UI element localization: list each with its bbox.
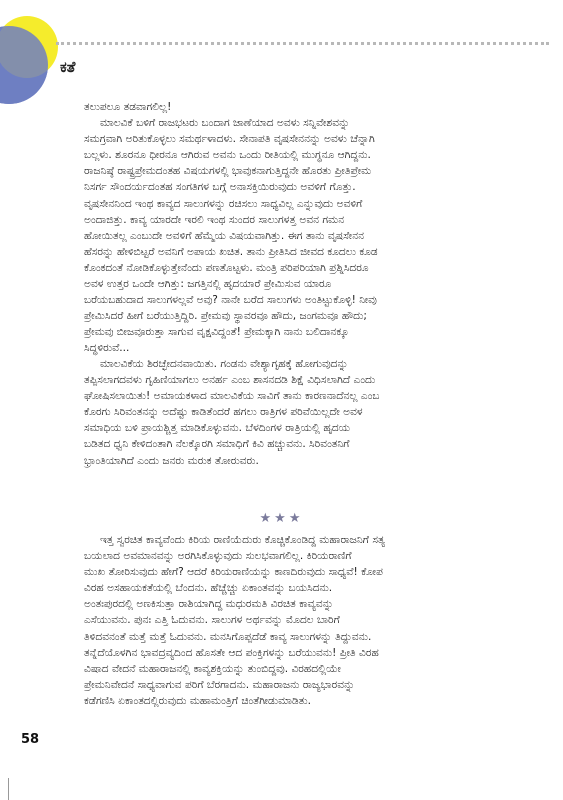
text-line: ಸಿದ್ಧಳಿರುವೆ... [84, 342, 130, 355]
text-line: ತನ್ನೆದೆಯೊಳಗಿನ ಭಾವದ್ರವ್ಯದಿಂದ ಹೊಸತೇ ಆದ ಪಂಕ್ತಿಗಳನ್ನು ಬರೆಯುವನು! ಪ್ರೀತಿ ವಿರಹ [84, 646, 379, 659]
text-line: ವಿರಹ ಅಸಹಾಯಕತೆಯಲ್ಲಿ ಬೆಂದನು. ಹೆಚ್ಚೆಚ್ಚು ಏಕಾಂತವನ್ನು ಬಯಸಿದನು. [84, 582, 333, 595]
text-line: ತಿಳಿದವನಂತೆ ಮತ್ತೆ ಮತ್ತೆ ಓದುವನು. ಮನಸಿಗೊಪ್ಪದೆಡೆ ಕಾವ್ಯ ಸಾಲುಗಳನ್ನು ತಿದ್ದುವನು. [84, 630, 372, 643]
text-line: ಪ್ರೇಮಿಸಿದರೆ ಹೀಗೆ ಬರೆಯುತ್ತಿದ್ದಿರಿ. ಪ್ರೇಮವು ಸ್ಥಾವರವೂ ಹೌದು, ಜಂಗಮವೂ ಹೌದು; [84, 310, 367, 323]
text-line: ವೃಷಸೇನನಿಂದ ಇಂಥ ಕಾವ್ಯದ ಸಾಲುಗಳನ್ನು ರಚಿಸಲು ಸಾಧ್ಯವಿಲ್ಲ ಎನ್ನುವುದು ಅವಳಿಗೆ [84, 197, 363, 210]
text-line: ಅಂತಃಪುರದಲ್ಲಿ ಅಣಕಿಸುತ್ತಾ ರಾಶಿಯಾಗಿದ್ದ ಮಧುರಮತಿ ವಿರಚಿತ ಕಾವ್ಯವನ್ನು [84, 598, 334, 611]
text-line: ಇತ್ತ ಸ್ವರಚಿತ ಕಾವ್ಯವೆಂದು ಕಿರಿಯ ರಾಣಿಯೆದುರು ಕೊಚ್ಚಿಕೊಂಡಿದ್ದ ಮಹಾರಾಜನಿಗೆ ಸತ್ಯ [100, 534, 386, 546]
text-line: ತಪ್ಪಿಸಲಾಗದವಳು ಗೃಹಿಣಿಯಾಗಲು ಅನರ್ಹ ಎಂಬ ಶಾಸನದಡಿ ಶಿಕ್ಷೆ ವಿಧಿಸಲಾಗಿದೆ ಎಂದು [84, 374, 376, 387]
text-line: ಘೋಷಿಸಲಾಯಿತು! ಅಮಾಯಕಳಾದ ಮಾಲವಿಕೆಯ ಸಾವಿಗೆ ತಾನು ಕಾರಣನಾದೆನಲ್ಲ ಎಂಬ [84, 390, 380, 403]
section-divider-stars: ★★★ [259, 511, 304, 526]
text-line: ಸಮಗ್ರವಾಗಿ ಅರಿತುಕೊಳ್ಳಲು ಸಮರ್ಥಳಾದಳು. ಸೇನಾಪತಿ ವೃಷಸೇನನನ್ನು ಅವಳು ಚೆನ್ನಾಗಿ [84, 133, 375, 146]
text-line: ತಲುಪಲೂ ತಡವಾಗಲಿಲ್ಲ! [84, 101, 172, 113]
text-line: ಮಾಲವಿಕೆ ಬಳಿಗೆ ರಾಜಭಟರು ಬಂದಾಗ ಜಾಣೆಯಾದ ಅವಳು ಸನ್ನಿವೇಶವನ್ನು [100, 117, 350, 130]
text-line: ಅವಳ ಉತ್ತರ ಒಂದೇ ಆಗಿತ್ತು: ಜಗತ್ತಿನಲ್ಲಿ ಹೃದಯಾರೆ ಪ್ರೇಮಿಸುವ ಯಾರೂ [84, 278, 332, 291]
text-line: ಹೆಸರನ್ನು ಹೇಳಿಬಿಟ್ಟರೆ ಅವನಿಗೆ ಅಪಾಯ ಖಚಿತ. ತಾನು ಪ್ರೀತಿಸಿದ ಜೀವದ ಕೂದಲು ಕೂಡ [84, 245, 378, 258]
text-line: ಬರೆಯಬಹುದಾದ ಸಾಲುಗಳಲ್ಲವೆ ಅವು? ನಾನೇ ಬರೆದ ಸಾಲುಗಳು ಅಂತಿಟ್ಟುಕೊಳ್ಳಿ! ನೀವು [84, 294, 377, 307]
text-line: ಭ್ರಾಂತಿಯಾಗಿದೆ ಎಂದು ಜನರು ಮರುಕ ತೋರುವರು. [84, 454, 259, 467]
paragraph-3 [84, 532, 518, 709]
text-line: ಸಮಾಧಿಯ ಬಳಿ ಪ್ರಾಯಶ್ಚಿತ್ತ ಮಾಡಿಕೊಳ್ಳುವನು. ಬೆಳದಿಂಗಳ ರಾತ್ರಿಯಲ್ಲಿ ಹೃದಯ [84, 422, 351, 435]
crop-mark [8, 778, 9, 800]
text-line: ರಾಜನಿಷ್ಠೆ ರಾಷ್ಟ್ರಪ್ರೇಮದಂತಹ ವಿಷಯಗಳಲ್ಲಿ ಭಾವುಕನಾಗುತ್ತಿದ್ದನೇ ಹೊರತು ಪ್ರೀತಿಪ್ರೇಮ [84, 165, 372, 178]
text-line: ಕೊಂಕದಂತೆ ನೋಡಿಕೊಳ್ಳುತ್ತೇನೆಂದು ಪಣತೊಟ್ಟಳು. ಮಂತ್ರಿ ಪರಿಪರಿಯಾಗಿ ಪ್ರಶ್ನಿಸಿದರೂ [84, 261, 369, 274]
text-line: ನಿಸರ್ಗ ಸೌಂದರ್ಯದಂತಹ ಸಂಗತಿಗಳ ಬಗ್ಗೆ ಅನಾಸಕ್ತಿಯಿರುವುದು ಅವಳಿಗೆ ಗೊತ್ತು. [84, 181, 356, 194]
paragraph-2 [84, 356, 518, 469]
text-line: ಬಯಲಾದ ಅವಮಾನವನ್ನು ಅರಗಿಸಿಕೊಳ್ಳುವುದು ಸುಲಭವಾಗಲಿಲ್ಲ. ಕಿರಿಯರಾಣಿಗೆ [84, 550, 352, 563]
text-line: ಮುಖ ತೋರಿಸುವುದು ಹೇಗೆ? ಆದರೆ ಕಿರಿಯರಾಣಿಯನ್ನು ಕಾಣದಿರುವುದು ಸಾಧ್ಯವೆ! ಕೋಪ [84, 566, 383, 579]
text-line: ಕೊರಗು ಸಿರಿವಂತನನ್ನು ಅದೆಷ್ಟು ಕಾಡಿತೆಂದರೆ ಹಗಲು ರಾತ್ರಿಗಳ ಪರಿವೆಯಿಲ್ಲದೇ ಅವಳ [84, 406, 363, 419]
section-title: ಕತೆ [60, 58, 76, 76]
paragraph-1 [84, 99, 518, 357]
text-line: ಬಡಿತದ ಧ್ವನಿ ಕೇಳಿದಂತಾಗಿ ನೆಲಕ್ಕೊರಗಿ ಸಮಾಧಿಗೆ ಕಿವಿ ಹಚ್ಚುವನು. ಸಿರಿವಂತನಿಗೆ [84, 438, 350, 451]
text-line: ಹೋಯಿತಲ್ಲ ಎಂಬುದೇ ಅವಳಿಗೆ ಹೆಮ್ಮೆಯ ವಿಷಯವಾಗಿತ್ತು. ಈಗ ತಾನು ವೃಷಸೇನನ [84, 229, 365, 242]
text-line: ಅಂದಾಜಿತ್ತು. ಕಾವ್ಯ ಯಾರದೇ ಇರಲಿ ಇಂಥ ಸುಂದರ ಸಾಲುಗಳತ್ತ ಅವನ ಗಮನ [84, 213, 345, 226]
text-line: ಕಡೆಗಣಿಸಿ ಏಕಾಂತದಲ್ಲಿರುವುದು ಮಹಾಮಂತ್ರಿಗೆ ಚಿಂತೆಗೀಡುಮಾಡಿತು. [84, 694, 312, 707]
page-number: 58 [21, 732, 40, 747]
text-line: ಪ್ರೇಮನಿವೇದನೆ ಸಾಧ್ಯವಾಗುವ ಪರಿಗೆ ಬೆರಗಾದನು. ಮಹಾರಾಜನು ರಾಜ್ಯಭಾರವನ್ನು [84, 678, 355, 691]
text-line: ಬಲ್ಲಳು. ಶೂರನೂ ಧೀರನೂ ಆಗಿರುವ ಅವನು ಒಂದು ರೀತಿಯಲ್ಲಿ ಮುಗ್ಧನೂ ಆಗಿದ್ದನು. [84, 149, 371, 162]
text-line: ವಿಷಾದ ವೇದನೆ ಮಹಾರಾಜನಲ್ಲಿ ಕಾವ್ಯಶಕ್ತಿಯನ್ನು ತುಂಬಿದ್ದವು. ವಿರಹದಲ್ಲಿಯೇ [84, 662, 341, 675]
text-line: ಪ್ರೇಮವು ಬೀಜವೂರುತ್ತಾ ಸಾಗುವ ವೃಕ್ಷವಿದ್ದಂತೆ! ಪ್ರೇಮಕ್ಕಾಗಿ ನಾನು ಬಲಿದಾನಕ್ಕೂ [84, 326, 349, 339]
text-line: ಎಸೆಯುವನು. ಪುನಃ ಎತ್ತಿ ಓದುವನು. ಸಾಲುಗಳ ಅರ್ಥವನ್ನು ಮೊದಲ ಬಾರಿಗೆ [84, 614, 340, 627]
text-line: ಮಾಲವಿಕೆಯ ಶಿರಚ್ಛೇದನವಾಯಿತು. ಗಂಡನು ವೇಶ್ಯಾಗೃಹಕ್ಕೆ ಹೋಗುವುದನ್ನು [100, 358, 349, 370]
dotted-header-rule [56, 42, 549, 45]
